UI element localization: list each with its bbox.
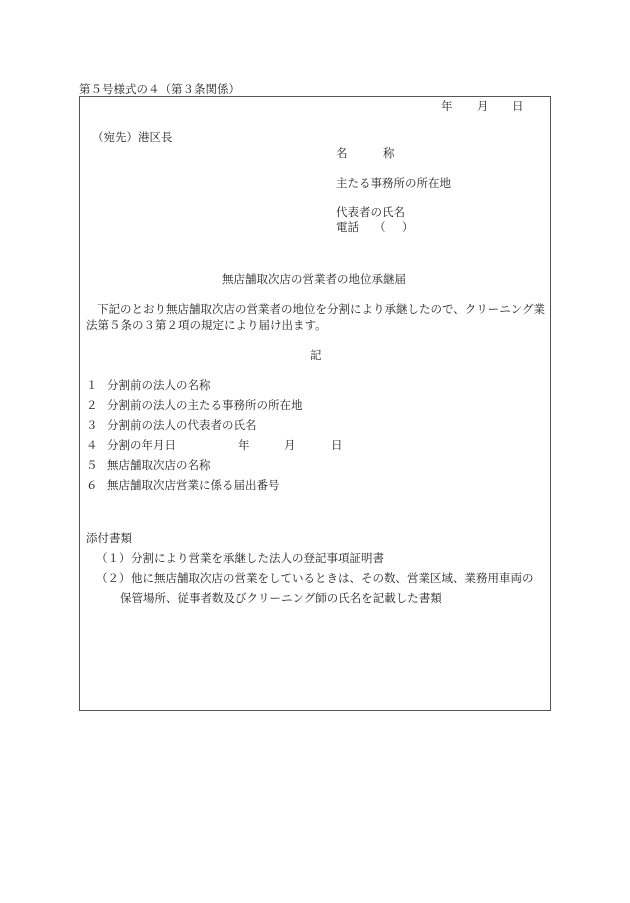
attachment-number: （２） xyxy=(96,571,131,585)
attachments-heading: 添付書類 xyxy=(86,531,132,545)
phone-close-paren: ） xyxy=(402,220,414,234)
item-text: 無店舗取次店営業に係る届出番号 xyxy=(107,478,280,492)
item-number: ５ xyxy=(86,458,98,472)
attachment-text: 他に無店舗取次店の営業をしているときは、その数、営業区域、業務用車両の xyxy=(131,571,534,585)
item-number: ４ xyxy=(86,438,98,452)
item-text: 分割前の法人の名称 xyxy=(107,378,211,392)
name-label-1: 名 xyxy=(336,146,348,160)
item-text: 分割前の法人の主たる事務所の所在地 xyxy=(107,398,303,412)
document-title: 無店舗取次店の営業者の地位承継届 xyxy=(222,272,406,286)
attachment-text-continued: 保管場所、従事者数及びクリーニング師の氏名を記載した書類 xyxy=(120,591,442,605)
date-year: 年 xyxy=(441,99,453,113)
name-label-2: 称 xyxy=(383,146,395,160)
split-date-year: 年 xyxy=(238,438,250,452)
item-number: １ xyxy=(86,378,98,392)
item-number: ３ xyxy=(86,418,98,432)
ki-heading: 記 xyxy=(310,348,322,362)
form-number-label: 第５号様式の４（第３条関係） xyxy=(79,82,240,96)
item-text: 無店舗取次店の名称 xyxy=(107,458,211,472)
item-number: ６ xyxy=(86,478,98,492)
phone-open-paren: （ xyxy=(374,220,386,234)
date-day: 日 xyxy=(512,99,524,113)
phone-label: 電話 xyxy=(336,220,359,234)
item-number: ２ xyxy=(86,398,98,412)
date-month: 月 xyxy=(477,99,489,113)
office-address-label: 主たる事務所の所在地 xyxy=(336,176,451,190)
attachment-number: （１） xyxy=(96,551,131,565)
item-text: 分割前の法人の代表者の氏名 xyxy=(107,418,257,432)
split-date-month: 月 xyxy=(284,438,296,452)
body-line-2: 法第５条の３第２項の規定により届け出ます。 xyxy=(86,318,327,332)
body-line-1: 下記のとおり無店舗取次店の営業者の地位を分割により承継したので、クリーニング業 xyxy=(97,302,546,316)
split-date-day: 日 xyxy=(331,438,343,452)
item-text: 分割の年月日 xyxy=(107,438,176,452)
attachment-text: 分割により営業を承継した法人の登記事項証明書 xyxy=(131,551,384,565)
addressee: （宛先）港区長 xyxy=(92,130,173,144)
representative-name-label: 代表者の氏名 xyxy=(336,205,405,219)
